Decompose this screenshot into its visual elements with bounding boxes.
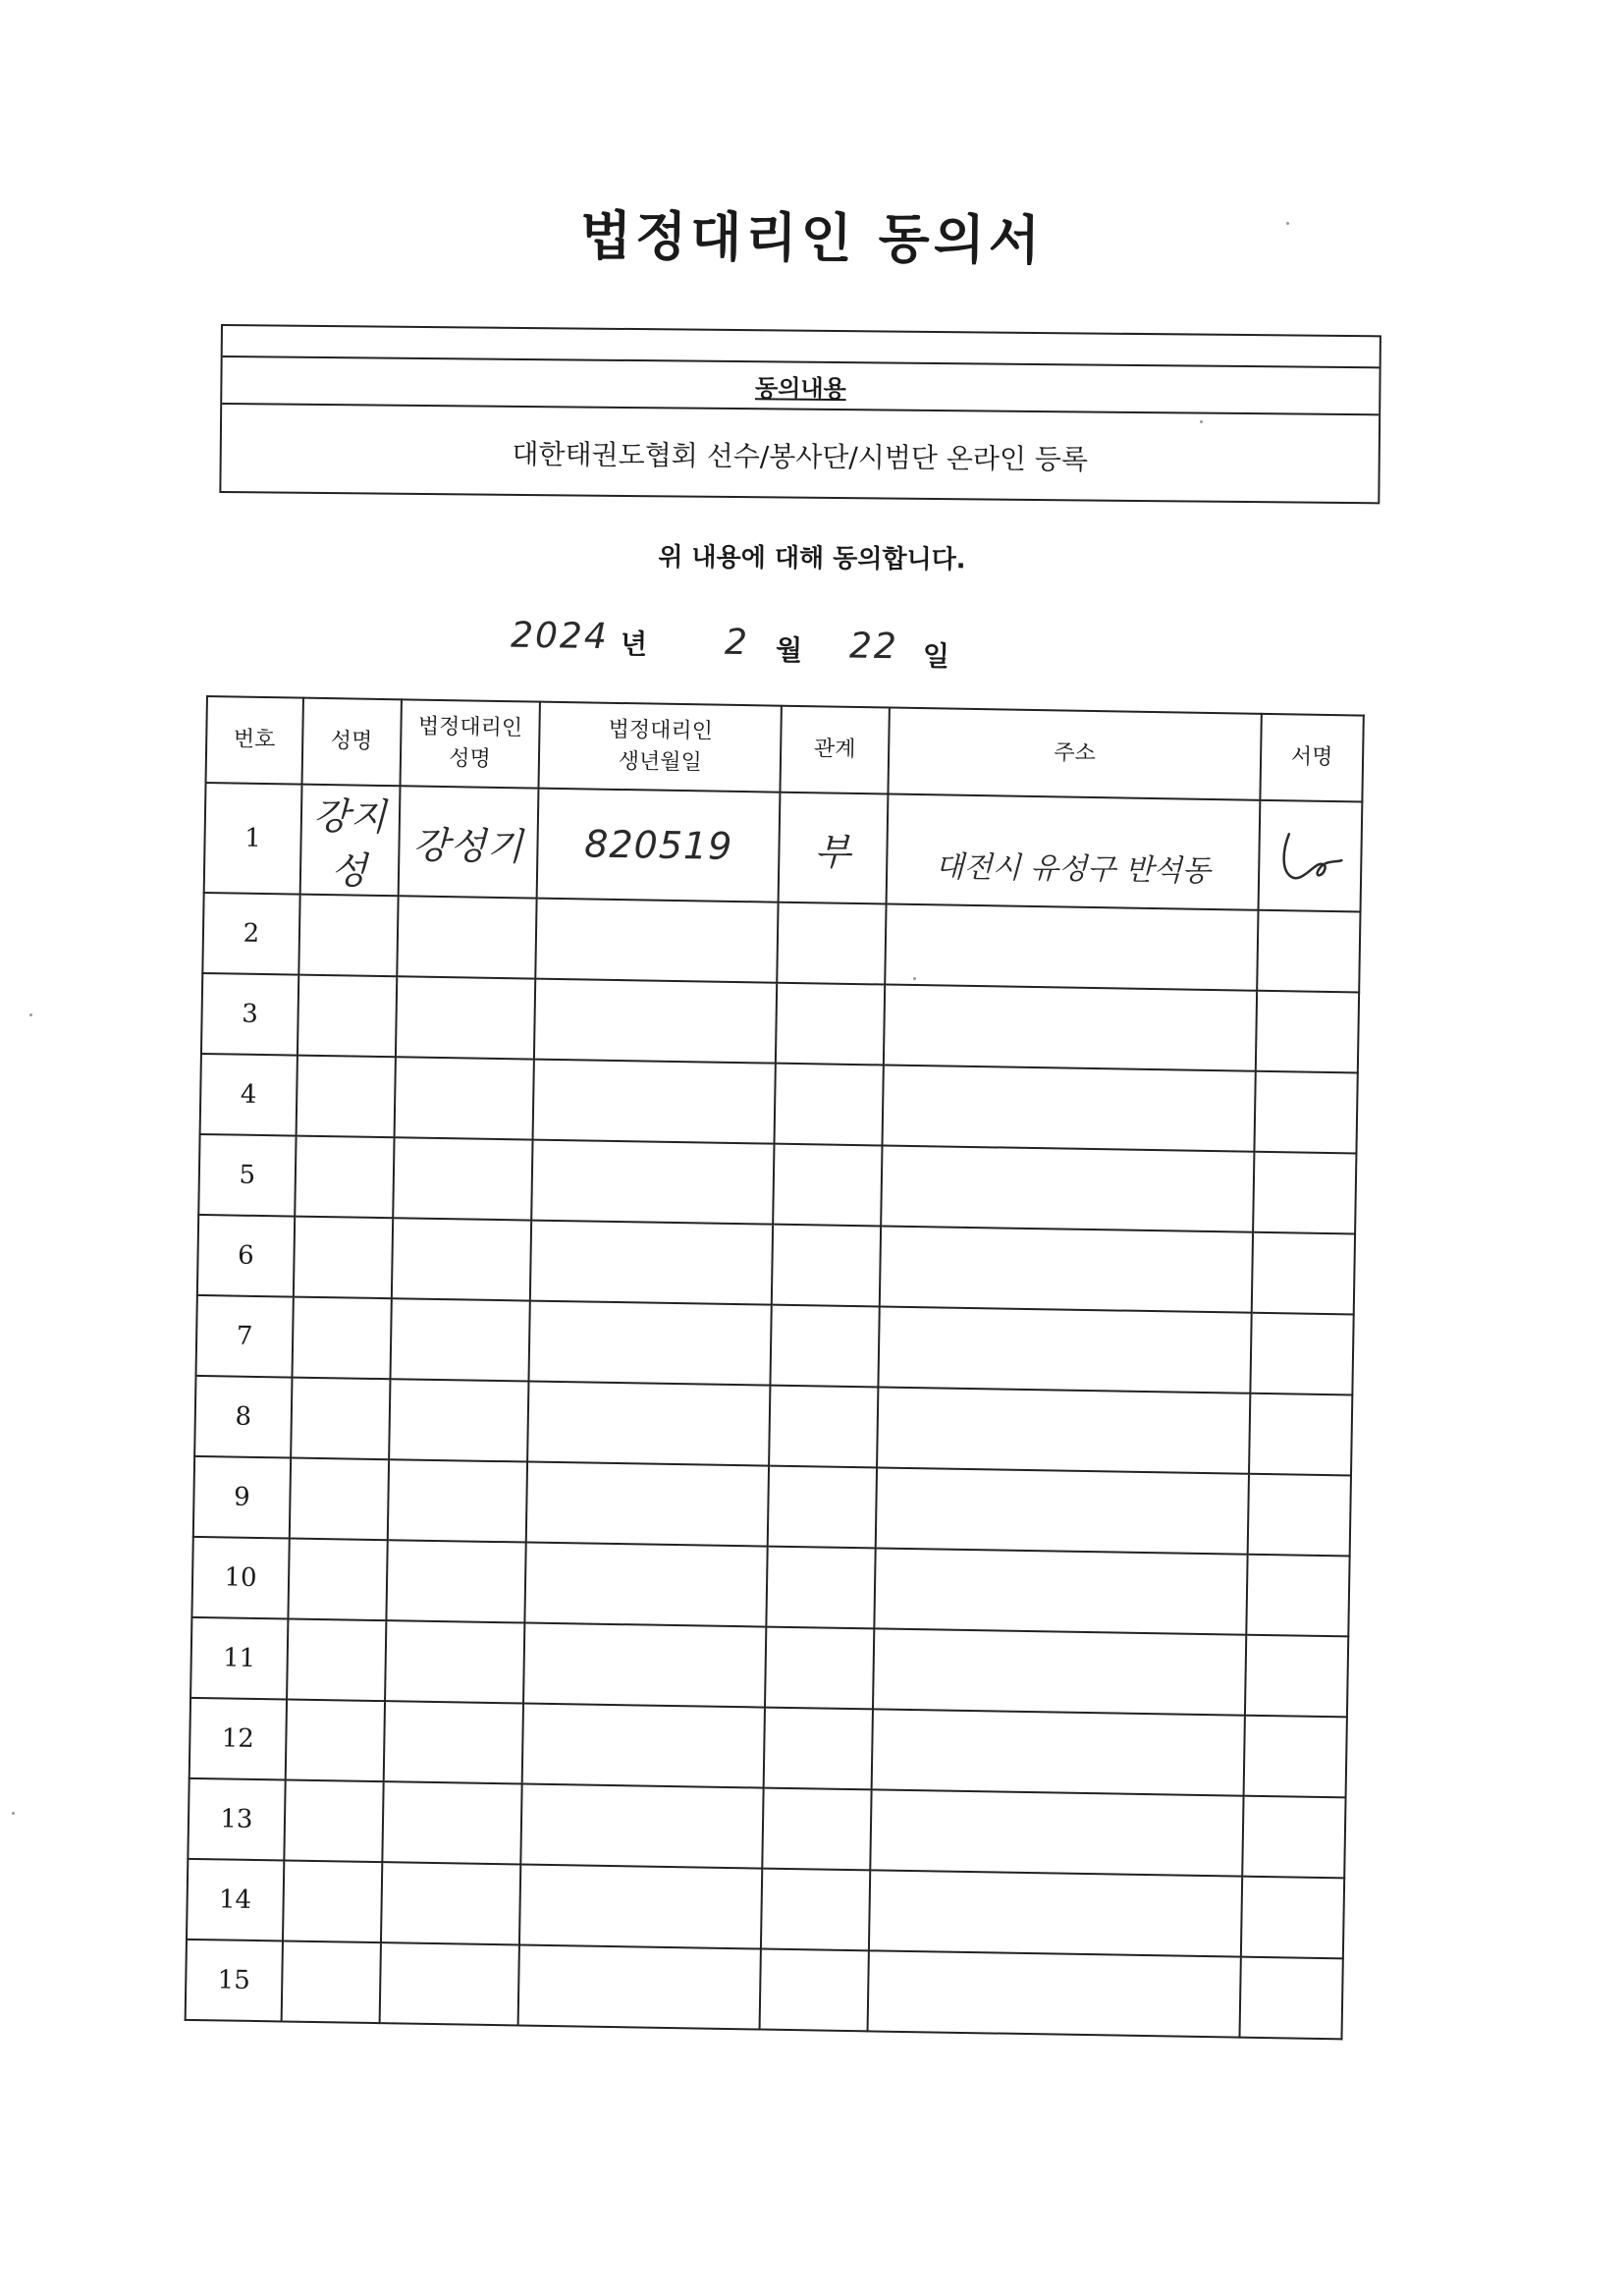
date-year-unit: 년 (620, 628, 648, 661)
row-name (294, 1217, 393, 1299)
row-guardian-name (387, 1459, 527, 1542)
row-guardian-birth (536, 899, 779, 983)
row-signature (1242, 1796, 1345, 1879)
row-guardian-name (397, 896, 537, 978)
row-address (881, 1145, 1254, 1231)
row-number: 11 (190, 1617, 288, 1700)
row-relation (764, 1708, 873, 1790)
row-address (884, 984, 1257, 1070)
row-signature (1252, 1232, 1355, 1315)
date-month-handwritten: 2 (724, 622, 750, 664)
row-relation (773, 1144, 882, 1227)
row-relation (766, 1547, 875, 1629)
row-signature (1240, 1957, 1343, 2040)
row-name (292, 1297, 391, 1380)
row-guardian-name (381, 1862, 521, 1944)
scan-speck (1286, 222, 1289, 225)
row-guardian-name (390, 1298, 530, 1381)
header-guardian-name-line1: 법정대리인 (417, 714, 523, 741)
row-number: 6 (197, 1215, 295, 1297)
row-guardian-birth (521, 1783, 764, 1868)
document-title: 법정대리인 동의서 (579, 204, 1045, 272)
row-number: 2 (202, 893, 299, 975)
header-guardian-name (400, 699, 540, 788)
table-row (204, 783, 1363, 912)
date-day-unit: 일 (922, 639, 950, 673)
row-number: 4 (200, 1054, 298, 1136)
row-address (872, 1709, 1245, 1795)
date-line (511, 616, 983, 682)
row-relation (775, 1064, 884, 1146)
scan-speck (12, 1812, 15, 1815)
row-relation (771, 1305, 880, 1388)
row-signature (1254, 1071, 1357, 1154)
row-number: 5 (198, 1134, 296, 1217)
row-name (298, 975, 397, 1058)
row-address (885, 904, 1258, 991)
row-guardian-name (396, 976, 536, 1059)
row-number: 3 (201, 973, 298, 1056)
row-address (870, 1789, 1243, 1876)
consent-header-label: 동의내용 (754, 373, 846, 403)
row-guardian-birth (523, 1623, 766, 1708)
row-address (867, 1950, 1240, 2037)
row-address (878, 1306, 1251, 1393)
row-relation (762, 1788, 871, 1871)
row-relation (776, 983, 885, 1066)
row-signature (1241, 1877, 1344, 1959)
row-name (286, 1699, 385, 1781)
scan-speck (1200, 420, 1203, 423)
row-name (287, 1619, 386, 1702)
header-relation: 관계 (781, 706, 890, 794)
row-address (869, 1870, 1242, 1956)
row-guardian-name (389, 1379, 529, 1461)
row-number: 15 (186, 1940, 283, 2022)
row-name (290, 1458, 389, 1541)
row-guardian-name (383, 1701, 523, 1783)
row-number: 7 (196, 1295, 294, 1378)
row-guardian-birth (518, 1944, 761, 2029)
row-name (284, 1779, 383, 1862)
row-guardian-name: 강성기 (398, 786, 539, 898)
row-guardian-name (385, 1620, 525, 1703)
header-guardian-birth-line1: 법정대리인 (608, 717, 714, 744)
consent-content-text: 대한태권도협회 선수/봉사단/시범단 온라인 등록 (512, 437, 1089, 476)
row-name (281, 1941, 380, 2023)
row-number: 1 (204, 783, 302, 895)
row-signature (1244, 1716, 1347, 1798)
row-signature (1249, 1394, 1352, 1476)
row-guardian-name (391, 1218, 531, 1300)
row-guardian-birth (519, 1864, 762, 1948)
row-number: 13 (188, 1778, 285, 1861)
header-guardian-name-line2: 성명 (449, 746, 491, 772)
row-guardian-birth (522, 1704, 765, 1788)
row-relation: 부 (779, 793, 889, 904)
row-guardian-birth (533, 1060, 776, 1144)
row-signature (1256, 991, 1359, 1073)
row-guardian-birth: 820519 (537, 789, 781, 902)
header-guardian-birth-line2: 생년월일 (618, 748, 702, 776)
row-number: 10 (191, 1537, 289, 1619)
row-signature (1248, 1474, 1351, 1557)
row-name (291, 1378, 390, 1460)
row-address (874, 1548, 1247, 1634)
row-number: 8 (194, 1376, 292, 1458)
row-relation (768, 1466, 877, 1549)
row-signature (1245, 1635, 1348, 1718)
header-name: 성명 (301, 698, 401, 787)
row-guardian-name (382, 1781, 522, 1864)
agreement-statement: 위 내용에 대해 동의합니다. (658, 542, 966, 575)
row-address: 대전시 유성구 반석동 (887, 794, 1261, 910)
date-year-handwritten: 2024 (510, 615, 610, 658)
row-address (873, 1628, 1246, 1715)
date-day-handwritten: 22 (848, 626, 899, 668)
row-relation (765, 1627, 874, 1710)
handwritten-signature-icon (1271, 826, 1350, 886)
row-signature (1246, 1555, 1349, 1637)
header-guardian-birth (539, 702, 782, 793)
row-number: 12 (189, 1698, 287, 1780)
row-address (876, 1467, 1249, 1554)
row-name (288, 1539, 387, 1621)
row-signature (1257, 910, 1360, 993)
header-number: 번호 (206, 696, 303, 785)
row-name (296, 1056, 395, 1138)
row-relation (761, 1869, 870, 1951)
row-name (295, 1136, 394, 1219)
row-signature (1259, 800, 1363, 912)
row-guardian-birth (532, 1140, 775, 1225)
row-guardian-birth (527, 1382, 770, 1466)
row-signature (1253, 1152, 1356, 1234)
row-guardian-birth (526, 1462, 769, 1547)
row-guardian-birth (525, 1543, 768, 1627)
row-guardian-birth (534, 979, 777, 1064)
row-guardian-name (394, 1057, 534, 1139)
date-month-unit: 월 (775, 633, 803, 667)
row-relation (772, 1225, 881, 1307)
row-address (882, 1065, 1255, 1151)
row-name (298, 895, 398, 977)
row-number: 14 (187, 1859, 284, 1941)
row-guardian-name (379, 1942, 519, 2025)
row-guardian-name (386, 1540, 526, 1622)
header-address: 주소 (888, 708, 1261, 800)
scan-speck (913, 977, 916, 980)
row-relation (769, 1386, 878, 1468)
row-relation (760, 1949, 869, 2032)
row-guardian-birth (529, 1301, 772, 1386)
row-number: 9 (193, 1456, 291, 1539)
row-name (283, 1860, 382, 1942)
row-address (880, 1226, 1253, 1312)
row-guardian-name (393, 1137, 533, 1220)
header-signature: 서명 (1260, 714, 1363, 802)
scan-speck (29, 1013, 32, 1016)
consent-content-box (219, 324, 1381, 504)
row-address (877, 1387, 1250, 1473)
guardian-consent-table (185, 695, 1365, 2040)
row-relation (777, 902, 886, 985)
row-signature (1250, 1313, 1353, 1395)
row-name: 강지성 (299, 785, 400, 897)
row-guardian-birth (530, 1221, 773, 1305)
